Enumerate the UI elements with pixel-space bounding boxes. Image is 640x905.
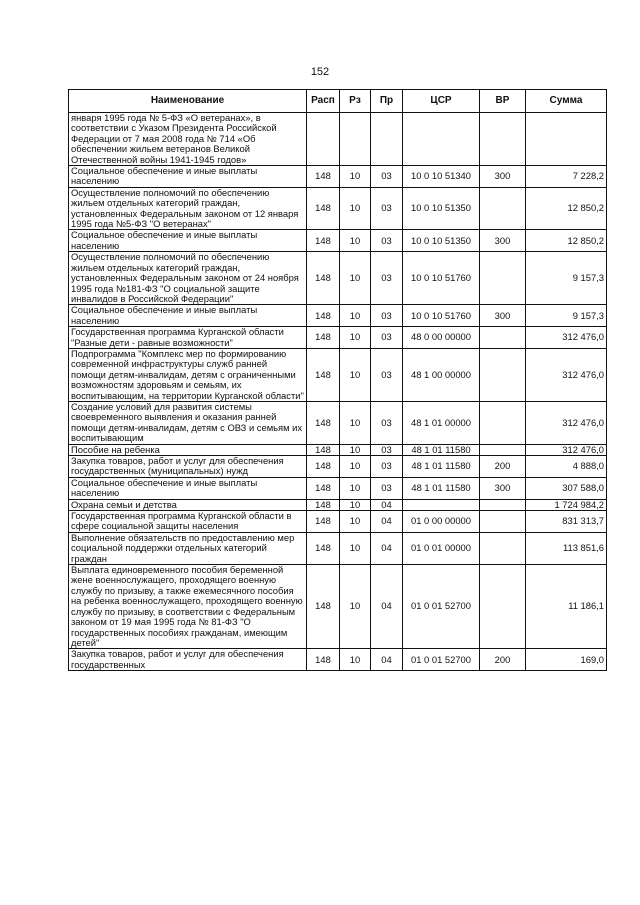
cell-vr: 300: [480, 305, 526, 327]
cell-name: Закупка товаров, работ и услуг для обеспечения государственных (муниципальных) нужд: [69, 456, 307, 478]
cell-csr: 48 1 00 00000: [403, 348, 480, 401]
cell-sum: 11 186,1: [526, 565, 607, 649]
header-sum: Сумма: [526, 90, 607, 113]
table-row: [69, 444, 607, 455]
cell-csr: 01 0 01 52700: [403, 649, 480, 671]
cell-name: Государственная программа Курганской области в сфере социальной защиты населения: [69, 511, 307, 533]
cell-vr: [480, 187, 526, 230]
cell-vr: [480, 327, 526, 349]
cell-sum: [526, 113, 607, 166]
cell-vr: 300: [480, 230, 526, 252]
cell-rz: 10: [340, 327, 371, 349]
cell-pr: 03: [371, 305, 403, 327]
cell-rz: 10: [340, 511, 371, 533]
cell-name: Выплата единовременного пособия беременной жене военнослужащего, проходящего военную службу по призыву, а также ежемесячного пособия на ребенка военнослужащего, проходящего военную службу по призыву, в соответствии с Федеральным законом от 19 мая 1995 года № 81-ФЗ "О государственных пособиях гражданам, имеющим детей": [69, 565, 307, 649]
table-row: [69, 532, 607, 564]
cell-csr: 01 0 01 52700: [403, 565, 480, 649]
cell-rasp: 148: [307, 401, 340, 444]
cell-rz: 10: [340, 456, 371, 478]
cell-name: Социальное обеспечение и иные выплаты населению: [69, 166, 307, 188]
cell-csr: 48 0 00 00000: [403, 327, 480, 349]
cell-rasp: 148: [307, 252, 340, 305]
cell-rz: 10: [340, 230, 371, 252]
cell-vr: 300: [480, 166, 526, 188]
header-rasp: Расп: [307, 90, 340, 113]
cell-sum: 312 476,0: [526, 327, 607, 349]
cell-rz: 10: [340, 187, 371, 230]
cell-vr: 200: [480, 649, 526, 671]
cell-sum: 4 888,0: [526, 456, 607, 478]
table-row: [69, 252, 607, 305]
table-row: [69, 348, 607, 401]
cell-sum: 312 476,0: [526, 348, 607, 401]
cell-sum: 113 851,6: [526, 532, 607, 564]
cell-name: Социальное обеспечение и иные выплаты населению: [69, 230, 307, 252]
cell-rasp: 148: [307, 649, 340, 671]
cell-name: Закупка товаров, работ и услуг для обеспечения государственных: [69, 649, 307, 671]
cell-sum: 1 724 984,2: [526, 499, 607, 510]
cell-pr: 03: [371, 477, 403, 499]
cell-rz: 10: [340, 401, 371, 444]
cell-rasp: [307, 113, 340, 166]
cell-csr: 48 1 01 11580: [403, 477, 480, 499]
cell-sum: 12 850,2: [526, 230, 607, 252]
cell-name: Охрана семьи и детства: [69, 499, 307, 510]
header-vr: ВР: [480, 90, 526, 113]
cell-sum: 831 313,7: [526, 511, 607, 533]
cell-csr: 10 0 10 51760: [403, 305, 480, 327]
cell-name: Осуществление полномочий по обеспечению жильем отдельных категорий граждан, установленных Федеральным законом от 24 ноября 1995 года №181-ФЗ "О социальной защите инвалидов в Российской Федерации": [69, 252, 307, 305]
cell-name: Создание условий для развития системы своевременного выявления и оказания ранней помощи детям-инвалидам, детям с ОВЗ и семьям их воспитывающим: [69, 401, 307, 444]
cell-pr: 03: [371, 456, 403, 478]
header-rz: Рз: [340, 90, 371, 113]
cell-name: Государственная программа Курганской области "Разные дети - равные возможности": [69, 327, 307, 349]
table-row: [69, 649, 607, 671]
cell-csr: 10 0 10 51350: [403, 187, 480, 230]
cell-csr: [403, 499, 480, 510]
table-row: [69, 305, 607, 327]
header-pr: Пр: [371, 90, 403, 113]
table-row: [69, 499, 607, 510]
cell-name: Подпрограмма "Комплекс мер по формированию современной инфраструктуры служб ранней помощи детям-инвалидам, детям с ограниченными возможностям здоровьям и семьям, их воспитывающим, на территории Курганской области": [69, 348, 307, 401]
cell-rasp: 148: [307, 532, 340, 564]
cell-pr: 03: [371, 348, 403, 401]
cell-name: Выполнение обязательств по предоставлению мер социальной поддержки отдельных категорий граждан: [69, 532, 307, 564]
table-header: [69, 90, 607, 113]
table-body: [69, 113, 607, 671]
cell-rz: 10: [340, 305, 371, 327]
cell-sum: 307 588,0: [526, 477, 607, 499]
cell-pr: 04: [371, 565, 403, 649]
cell-name: Социальное обеспечение и иные выплаты населению: [69, 477, 307, 499]
budget-table: [68, 89, 607, 671]
cell-pr: 04: [371, 499, 403, 510]
table-row: [69, 230, 607, 252]
cell-name: Осуществление полномочий по обеспечению жильем отдельных категорий граждан, установленных Федеральным законом от 12 января 1995 года №5-ФЗ "О ветеранах": [69, 187, 307, 230]
cell-pr: 03: [371, 327, 403, 349]
cell-pr: 04: [371, 649, 403, 671]
cell-rz: 10: [340, 499, 371, 510]
table-row: [69, 187, 607, 230]
cell-sum: 169,0: [526, 649, 607, 671]
cell-csr: 48 1 01 11580: [403, 456, 480, 478]
cell-vr: [480, 444, 526, 455]
cell-csr: 48 1 01 11580: [403, 444, 480, 455]
cell-pr: 03: [371, 252, 403, 305]
cell-rasp: 148: [307, 456, 340, 478]
table-row: [69, 565, 607, 649]
cell-rasp: 148: [307, 499, 340, 510]
cell-rasp: 148: [307, 565, 340, 649]
cell-csr: [403, 113, 480, 166]
cell-pr: 04: [371, 511, 403, 533]
cell-rz: 10: [340, 649, 371, 671]
table-row: [69, 477, 607, 499]
header-row: [69, 90, 607, 113]
cell-pr: 03: [371, 187, 403, 230]
cell-rz: [340, 113, 371, 166]
table-row: [69, 327, 607, 349]
cell-rz: 10: [340, 252, 371, 305]
cell-sum: 9 157,3: [526, 252, 607, 305]
cell-sum: 9 157,3: [526, 305, 607, 327]
header-name: Наименование: [69, 90, 307, 113]
cell-rz: 10: [340, 532, 371, 564]
cell-name: Пособие на ребенка: [69, 444, 307, 455]
cell-pr: 03: [371, 230, 403, 252]
page-number: 152: [310, 66, 330, 78]
cell-sum: 7 228,2: [526, 166, 607, 188]
cell-vr: [480, 252, 526, 305]
cell-csr: 01 0 00 00000: [403, 511, 480, 533]
cell-rz: 10: [340, 444, 371, 455]
table-row: [69, 511, 607, 533]
cell-rasp: 148: [307, 348, 340, 401]
table-row: [69, 456, 607, 478]
cell-rz: 10: [340, 166, 371, 188]
cell-rasp: 148: [307, 166, 340, 188]
cell-csr: 10 0 10 51760: [403, 252, 480, 305]
table-row: [69, 166, 607, 188]
cell-pr: 03: [371, 166, 403, 188]
cell-pr: 04: [371, 532, 403, 564]
cell-vr: [480, 348, 526, 401]
cell-rasp: 148: [307, 187, 340, 230]
cell-vr: [480, 565, 526, 649]
cell-name: Социальное обеспечение и иные выплаты населению: [69, 305, 307, 327]
cell-csr: 48 1 01 00000: [403, 401, 480, 444]
cell-rz: 10: [340, 348, 371, 401]
cell-csr: 01 0 01 00000: [403, 532, 480, 564]
cell-rasp: 148: [307, 511, 340, 533]
cell-vr: [480, 499, 526, 510]
cell-rasp: 148: [307, 444, 340, 455]
cell-vr: [480, 401, 526, 444]
cell-sum: 312 476,0: [526, 401, 607, 444]
cell-rasp: 148: [307, 305, 340, 327]
cell-rz: 10: [340, 477, 371, 499]
table-row: [69, 401, 607, 444]
table-row: [69, 113, 607, 166]
cell-name: января 1995 года № 5-ФЗ «О ветеранах», в соответствии с Указом Президента Российской Федерации от 7 мая 2008 года № 714 «Об обеспечении жильем ветеранов Великой Отечественной войны 1941-1945 годов»: [69, 113, 307, 166]
cell-rasp: 148: [307, 477, 340, 499]
cell-csr: 10 0 10 51340: [403, 166, 480, 188]
header-csr: ЦСР: [403, 90, 480, 113]
cell-vr: 300: [480, 477, 526, 499]
cell-vr: [480, 532, 526, 564]
cell-rasp: 148: [307, 230, 340, 252]
cell-vr: 200: [480, 456, 526, 478]
cell-pr: [371, 113, 403, 166]
cell-sum: 12 850,2: [526, 187, 607, 230]
cell-rz: 10: [340, 565, 371, 649]
cell-vr: [480, 511, 526, 533]
cell-csr: 10 0 10 51350: [403, 230, 480, 252]
cell-pr: 03: [371, 444, 403, 455]
cell-sum: 312 476,0: [526, 444, 607, 455]
cell-rasp: 148: [307, 327, 340, 349]
cell-pr: 03: [371, 401, 403, 444]
cell-vr: [480, 113, 526, 166]
